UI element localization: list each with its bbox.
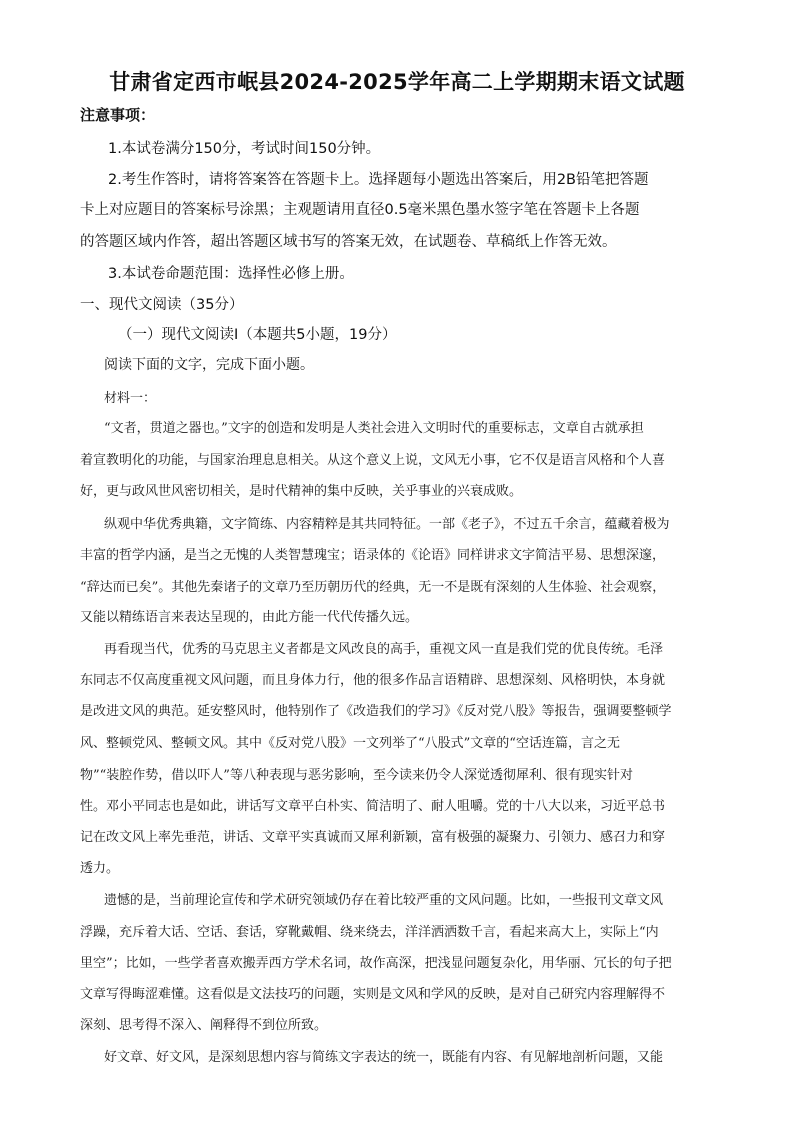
subsection-heading: （一）现代文阅读Ⅰ（本题共5小题，19分） [118,327,397,343]
notice-item: 2.考生作答时，请将答案答在答题卡上。选择题每小题选出答案后，用2B铅笔把答题 [108,172,649,188]
reading-instruction: 阅读下面的文字，完成下面小题。 [104,357,314,373]
notice-item: 3.本试卷命题范围：选择性必修上册。 [108,266,354,282]
body-line: 好文章、好文风，是深刻思想内容与简练文字表达的统一，既能有内容、有见解地剖析问题，又能 [104,1050,664,1065]
body-line: 又能以精练语言来表达呈现的，由此方能一代代传播久远。 [80,610,419,625]
body-line: 性。邓小平同志也是如此，讲话写文章平白朴实、简洁明了、耐人咀嚼。党的十八大以来，习近平总书 [80,799,666,814]
body-line: “文者，贯道之器也。”文字的创造和发明是人类社会进入文明时代的重要标志，文章自古就承担 [104,421,644,436]
body-line: 纵观中华优秀典籍，文字简练、内容精粹是其共同特征。一部《老子》，不过五千余言，蕴藏着极为 [104,517,670,532]
body-line: 物”“装腔作势，借以吓人”等八种表现与恶劣影响，至今读来仍令人深觉透彻犀利、很有现实针对 [80,768,633,783]
body-line: 里空”；比如，一些学者喜欢搬弄西方学术名词，故作高深，把浅显问题复杂化，用华丽、冗长的句子把 [80,956,672,971]
body-line: 文章写得晦涩难懂。这看似是文法技巧的问题，实则是文风和学风的反映，是对自己研究内容理解得不 [80,987,666,1002]
body-line: 东同志不仅高度重视文风问题，而且身体力行，他的很多作品言语精辟、思想深刻、风格明快，本身就 [80,673,666,688]
body-line: 风、整顿党风、整顿文风。其中《反对党八股》一文列举了“八股式”文章的“空话连篇，言之无 [80,736,620,751]
notice-item: 卡上对应题目的答案标号涂黑；主观题请用直径0.5毫米黑色墨水签字笔在答题卡上各题 [80,202,640,218]
body-line: 记在改文风上率先垂范，讲话、文章平实真诚而又犀利新颖，富有极强的凝聚力、引领力、感召力和穿 [80,830,666,845]
page-title: 甘肃省定西市岷县2024-2025学年高二上学期期末语文试题 [109,70,685,94]
notice-heading: 注意事项： [80,106,156,124]
material-label: 材料一： [104,391,157,406]
notice-item: 1.本试卷满分150分，考试时间150分钟。 [108,141,381,157]
body-line: 好，更与政风世风密切相关，是时代精神的集中反映，关乎事业的兴衰成败。 [80,484,523,499]
body-line: 着宣教明化的功能，与国家治理息息相关。从这个意义上说，文风无小事，它不仅是语言风格和个人喜 [80,453,666,468]
body-line: 透力。 [80,861,120,876]
body-line: 是改进文风的典范。延安整风时，他特别作了《改造我们的学习》《反对党八股》等报告，强调要整顿学 [80,704,672,719]
body-line: 丰富的哲学内涵，是当之无愧的人类智慧瑰宝；语录体的《论语》同样讲求文字简洁平易、思想深邃， [80,548,666,563]
notice-item: 的答题区域内作答，超出答题区域书写的答案无效，在试题卷、草稿纸上作答无效。 [80,234,617,250]
section-heading: 一、现代文阅读（35分） [80,297,244,313]
body-line: 再看现当代，优秀的马克思主义者都是文风改良的高手，重视文风一直是我们党的优良传统。毛泽 [104,642,664,657]
body-line: 深刻、思考得不深入、阐释得不到位所致。 [80,1018,328,1033]
body-line: 遗憾的是，当前理论宣传和学术研究领域仍存在着比较严重的文风问题。比如，一些报刊文章文风 [104,893,664,908]
body-line: 浮躁，充斥着大话、空话、套话，穿靴戴帽、绕来绕去，洋洋洒洒数千言，看起来高大上，实际上“内 [80,925,659,940]
body-line: “辞达而已矣”。其他先秦诸子的文章乃至历朝历代的经典，无一不是既有深刻的人生体验、社会观察， [80,580,666,595]
